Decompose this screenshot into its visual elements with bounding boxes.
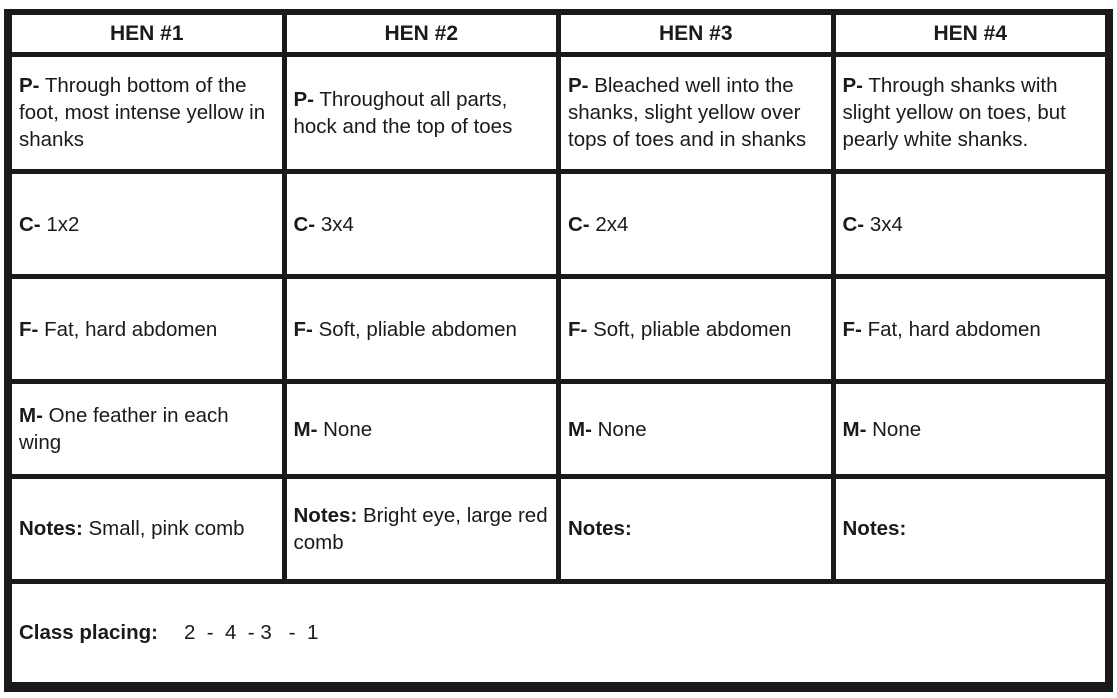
pigment-label: P-	[293, 87, 314, 111]
capacity-text: 1x2	[46, 212, 80, 236]
capacity-cell-hen-4	[836, 174, 1106, 274]
molt-label: M-	[19, 404, 43, 427]
pigment-label: P-	[19, 74, 40, 98]
capacity-row	[12, 174, 1105, 274]
capacity-label: C-	[19, 212, 41, 236]
notes-text: Small, pink comb	[88, 517, 245, 541]
fat-label: F-	[842, 317, 862, 341]
pigment-text: Through shanks with slight yellow on toes, but pearly white shanks.	[842, 74, 1066, 152]
fat-text: Fat, hard abdomen	[44, 317, 218, 341]
class-placing-label: Class placing:	[19, 621, 158, 645]
capacity-cell-hen-3	[561, 174, 831, 274]
fat-cell-hen-2	[287, 279, 557, 379]
fat-label: F-	[568, 317, 588, 341]
notes-text: Bright eye, large red comb	[293, 503, 548, 554]
pigment-text: Throughout all parts, hock and the top of toes	[293, 87, 513, 138]
capacity-cell-hen-1	[12, 174, 282, 274]
class-placing-row	[12, 584, 1105, 682]
fat-text: Soft, pliable abdomen	[593, 317, 792, 341]
pigment-cell-hen-2	[287, 57, 557, 169]
molt-label: M-	[842, 417, 867, 441]
pigment-cell-hen-4	[836, 57, 1106, 169]
fat-row	[12, 279, 1105, 379]
notes-label: Notes:	[19, 517, 83, 541]
header-hen-1: HEN #1	[12, 15, 282, 52]
notes-cell-hen-2	[287, 479, 557, 579]
hen-comparison-table	[7, 10, 1110, 687]
capacity-text: 3x4	[869, 212, 903, 236]
judging-sheet	[4, 9, 1113, 692]
molt-label: M-	[568, 417, 592, 441]
molt-label: M-	[293, 417, 318, 441]
molt-text: None	[872, 417, 922, 441]
molt-text: None	[597, 417, 647, 441]
pigment-text: Through bottom of the foot, most intense yellow in shanks	[19, 74, 266, 152]
molt-cell-hen-4	[836, 384, 1106, 474]
pigment-label: P-	[568, 74, 589, 98]
molt-cell-hen-3	[561, 384, 831, 474]
header-hen-3: HEN #3	[561, 15, 831, 52]
capacity-cell-hen-2	[287, 174, 557, 274]
fat-label: F-	[19, 317, 39, 341]
pigment-cell-hen-3	[561, 57, 831, 169]
fat-text: Soft, pliable abdomen	[318, 317, 517, 341]
notes-cell-hen-1	[12, 479, 282, 579]
class-placing-values: 2 - 4 - 3 - 1	[184, 621, 319, 645]
fat-cell-hen-1	[12, 279, 282, 379]
capacity-label: C-	[842, 212, 865, 236]
capacity-text: 3x4	[320, 212, 354, 236]
fat-label: F-	[293, 317, 313, 341]
pigment-cell-hen-1	[12, 57, 282, 169]
pigment-row	[12, 57, 1105, 169]
molt-cell-hen-2	[287, 384, 557, 474]
fat-cell-hen-3	[561, 279, 831, 379]
notes-label: Notes:	[293, 503, 358, 527]
molt-text: None	[323, 417, 373, 441]
fat-cell-hen-4	[836, 279, 1106, 379]
capacity-label: C-	[568, 212, 590, 236]
notes-row	[12, 479, 1105, 579]
molt-cell-hen-1	[12, 384, 282, 474]
notes-label: Notes:	[568, 517, 632, 541]
notes-cell-hen-3	[561, 479, 831, 579]
notes-cell-hen-4	[836, 479, 1106, 579]
molt-row	[12, 384, 1105, 474]
fat-text: Fat, hard abdomen	[867, 317, 1041, 341]
capacity-label: C-	[293, 212, 316, 236]
class-placing-cell	[12, 584, 1105, 682]
pigment-text: Bleached well into the shanks, slight yellow over tops of toes and in shanks	[568, 74, 807, 152]
header-hen-2: HEN #2	[287, 15, 557, 52]
pigment-label: P-	[842, 74, 863, 98]
molt-text: One feather in each wing	[19, 404, 229, 454]
header-hen-4: HEN #4	[836, 15, 1106, 52]
capacity-text: 2x4	[595, 212, 629, 236]
header-row	[12, 15, 1105, 52]
notes-label: Notes:	[842, 517, 907, 541]
